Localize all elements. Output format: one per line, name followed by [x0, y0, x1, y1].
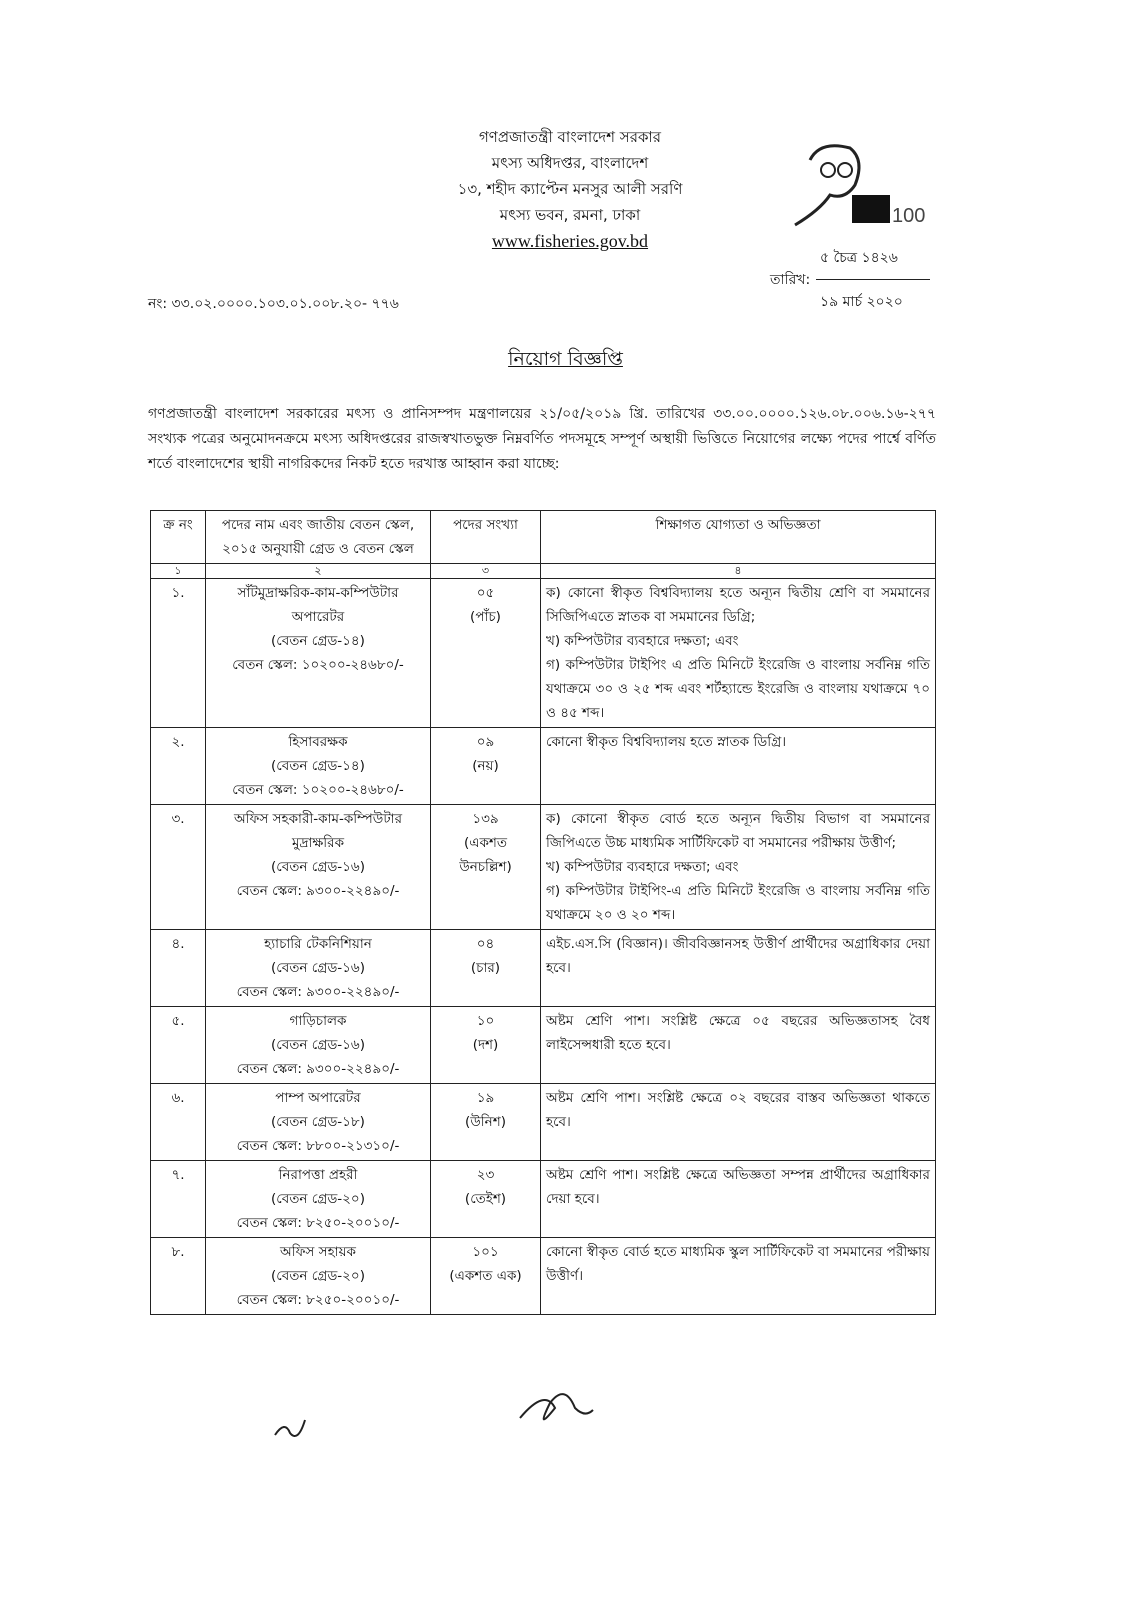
- post-count-words: (একশত এক): [449, 1268, 522, 1284]
- count-cell: [431, 728, 541, 805]
- pay-grade: (বেতন গ্রেড-১৬): [271, 960, 365, 976]
- post-count-words: (নয়): [472, 758, 499, 774]
- header-qualification: শিক্ষাগত যোগ্যতা ও অভিজ্ঞতা: [541, 511, 936, 564]
- initial-signature: [270, 1415, 310, 1445]
- memo-number: নং: ৩৩.০২.০০০০.১০৩.০১.০০৮.২০- ৭৭৬: [148, 296, 399, 312]
- post-name: অফিস সহায়ক: [280, 1244, 356, 1260]
- letterhead-line: মৎস্য অধিদপ্তর, বাংলাদেশ: [491, 154, 649, 172]
- svg-text:100: 100: [892, 205, 926, 227]
- post-name: অফিস সহকারী-কাম-কম্পিউটার মুদ্রাক্ষরিক: [233, 811, 403, 851]
- pay-scale: বেতন স্কেল: ৯৩০০-২২৪৯০/-: [236, 1061, 400, 1077]
- serial-cell: ৮.: [151, 1238, 206, 1315]
- qualification-item: অষ্টম শ্রেণি পাশ। সংশ্লিষ্ট ক্ষেত্রে ০৫ বছরের অভিজ্ঞতাসহ বৈধ লাইসেন্সধারী হতে হবে।: [546, 1013, 930, 1053]
- post-count-words: (উনিশ): [465, 1114, 506, 1130]
- table-header-row: [151, 511, 936, 564]
- post-cell: [206, 728, 431, 805]
- post-count-words: (পাঁচ): [470, 609, 501, 625]
- post-count: ০৫: [476, 585, 495, 601]
- table-row: [151, 930, 936, 1007]
- serial-cell: ২.: [151, 728, 206, 805]
- qualification-item: খ) কম্পিউটার ব্যবহারে দক্ষতা; এবং: [546, 633, 739, 649]
- qualification-item: অষ্টম শ্রেণি পাশ। সংশ্লিষ্ট ক্ষেত্রে অভিজ্ঞতা সম্পন্ন প্রার্থীদের অগ্রাধিকার দেয়া হবে।: [546, 1167, 930, 1207]
- pay-grade: (বেতন গ্রেড-১৬): [271, 1037, 365, 1053]
- qualification-cell: [541, 1238, 936, 1315]
- pay-scale: বেতন স্কেল: ৮২৫০-২০০১০/-: [236, 1292, 400, 1308]
- serial-cell: ৩.: [151, 805, 206, 930]
- post-name: হ্যাচারি টেকনিশিয়ান: [264, 936, 372, 952]
- post-count: ০৪: [476, 936, 495, 952]
- qualification-item: ক) কোনো স্বীকৃত বোর্ড হতে অন্যূন দ্বিতীয় বিভাগ বা সমমানের জিপিএতে উচ্চ মাধ্যমিক সার্টিফিকেট বা সমমানের পরীক্ষায় উত্তীর্ণ;: [546, 811, 930, 851]
- pay-scale: বেতন স্কেল: ১০২০০-২৪৬৮০/-: [232, 657, 404, 673]
- post-cell: [206, 1084, 431, 1161]
- col-number: ৪: [541, 564, 936, 579]
- pay-scale: বেতন স্কেল: ৮৮০০-২১৩১০/-: [236, 1138, 400, 1154]
- qualification-item: অষ্টম শ্রেণি পাশ। সংশ্লিষ্ট ক্ষেত্রে ০২ বছরের বাস্তব অভিজ্ঞতা থাকতে হবে।: [546, 1090, 930, 1130]
- table-row: [151, 1084, 936, 1161]
- post-count-words: (তেইশ): [464, 1191, 507, 1207]
- post-name: হিসাবরক্ষক: [288, 734, 348, 750]
- post-cell: [206, 805, 431, 930]
- count-cell: [431, 1084, 541, 1161]
- table-row: [151, 1238, 936, 1315]
- column-number-row: [151, 564, 936, 579]
- qualification-cell: [541, 579, 936, 728]
- post-name: পাম্প অপারেটর: [275, 1090, 361, 1106]
- qualification-item: এইচ.এস.সি (বিজ্ঞান)। জীববিজ্ঞানসহ উত্তীর্ণ প্রার্থীদের অগ্রাধিকার দেয়া হবে।: [546, 936, 930, 976]
- letterhead-line: গণপ্রজাতন্ত্রী বাংলাদেশ সরকার: [478, 128, 662, 146]
- date-block: [770, 246, 930, 312]
- pay-grade: (বেতন গ্রেড-২০): [271, 1268, 365, 1284]
- letterhead-line: মৎস্য ভবন, রমনা, ঢাকা: [499, 206, 641, 224]
- table-row: [151, 1161, 936, 1238]
- count-cell: [431, 1238, 541, 1315]
- posts-table: [150, 510, 936, 1315]
- qualification-item: কোনো স্বীকৃত বোর্ড হতে মাধ্যমিক স্কুল সার্টিফিকেট বা সমমানের পরীক্ষায় উত্তীর্ণ।: [546, 1244, 930, 1284]
- qualification-cell: [541, 728, 936, 805]
- table-row: [151, 728, 936, 805]
- post-count: ০৯: [476, 734, 495, 750]
- letterhead: [400, 124, 740, 254]
- qualification-item: গ) কম্পিউটার টাইপিং এ প্রতি মিনিটে ইংরেজি ও বাংলায় সর্বনিম্ন গতি যথাক্রমে ৩০ ও ২৫ শব্দ এবং শর্টহ্যান্ডে ইংরেজি ও বাংলায় যথাক্রমে ৭০ ও ৪৫ শব্দ।: [546, 657, 930, 721]
- qualification-cell: [541, 930, 936, 1007]
- header-serial: ক্র নং: [151, 511, 206, 564]
- post-count: ২৩: [476, 1167, 495, 1183]
- post-name: গাড়িচালক: [289, 1013, 347, 1029]
- post-cell: [206, 1238, 431, 1315]
- pay-grade: (বেতন গ্রেড-১৬): [271, 859, 365, 875]
- col-number: ১: [151, 564, 206, 579]
- table-row: [151, 805, 936, 930]
- header-count: পদের সংখ্যা: [431, 511, 541, 564]
- count-cell: [431, 1161, 541, 1238]
- post-count-words: (একশত উনচল্লিশ): [459, 835, 512, 875]
- serial-cell: ১.: [151, 579, 206, 728]
- pay-scale: বেতন স্কেল: ১০২০০-২৪৬৮০/-: [232, 782, 404, 798]
- qualification-item: কোনো স্বীকৃত বিশ্ববিদ্যালয় হতে স্নাতক ডিগ্রি।: [546, 734, 787, 750]
- qualification-item: খ) কম্পিউটার ব্যবহারে দক্ষতা; এবং: [546, 859, 739, 875]
- post-name: নিরাপত্তা প্রহরী: [278, 1167, 358, 1183]
- qualification-item: গ) কম্পিউটার টাইপিং-এ প্রতি মিনিটে ইংরেজি ও বাংলায় সর্বনিম্ন গতি যথাক্রমে ২০ ও ২০ শব্দ।: [546, 883, 930, 923]
- count-cell: [431, 579, 541, 728]
- qualification-cell: [541, 805, 936, 930]
- pay-grade: (বেতন গ্রেড-১৪): [271, 758, 365, 774]
- post-cell: [206, 1161, 431, 1238]
- pay-scale: বেতন স্কেল: ৯৩০০-২২৪৯০/-: [236, 984, 400, 1000]
- post-cell: [206, 930, 431, 1007]
- count-cell: [431, 805, 541, 930]
- qualification-cell: [541, 1084, 936, 1161]
- count-cell: [431, 930, 541, 1007]
- post-cell: [206, 579, 431, 728]
- letterhead-line: ১৩, শহীদ ক্যাপ্টেন মনসুর আলী সরণি: [457, 180, 683, 198]
- date-label: তারিখ:: [770, 272, 811, 288]
- post-count-words: (দশ): [472, 1037, 499, 1053]
- header-post: পদের নাম এবং জাতীয় বেতন স্কেল, ২০১৫ অনুযায়ী গ্রেড ও বেতন স্কেল: [206, 511, 431, 564]
- serial-cell: ৪.: [151, 930, 206, 1007]
- post-count: ১০১: [472, 1244, 499, 1260]
- english-date: ১৯ মার্চ ২০২০: [820, 294, 903, 310]
- table-row: [151, 579, 936, 728]
- table-row: [151, 1007, 936, 1084]
- pay-scale: বেতন স্কেল: ৯৩০০-২২৪৯০/-: [236, 883, 400, 899]
- col-number: ৩: [431, 564, 541, 579]
- qualification-item: ক) কোনো স্বীকৃত বিশ্ববিদ্যালয় হতে অন্যূন দ্বিতীয় শ্রেণি বা সমমানের সিজিপিএতে স্নাতক বা সমমানের ডিগ্রি;: [546, 585, 930, 625]
- post-count: ১৩৯: [472, 811, 499, 827]
- pay-grade: (বেতন গ্রেড-১৪): [271, 633, 365, 649]
- pay-grade: (বেতন গ্রেড-১৮): [271, 1114, 365, 1130]
- website-link[interactable]: www.fisheries.gov.bd: [491, 231, 649, 251]
- pay-grade: (বেতন গ্রেড-২০): [271, 1191, 365, 1207]
- serial-cell: ৭.: [151, 1161, 206, 1238]
- page-title: নিয়োগ বিজ্ঞপ্তি: [508, 348, 623, 370]
- col-number: ২: [206, 564, 431, 579]
- post-count: ১০: [476, 1013, 495, 1029]
- qualification-cell: [541, 1161, 936, 1238]
- bangla-date: ৫ চৈত্র ১৪২৬: [820, 250, 898, 266]
- qualification-cell: [541, 1007, 936, 1084]
- post-count-words: (চার): [470, 960, 501, 976]
- count-cell: [431, 1007, 541, 1084]
- post-name: সাঁটমুদ্রাক্ষরিক-কাম-কম্পিউটার অপারেটর: [237, 585, 399, 625]
- post-count: ১৯: [476, 1090, 495, 1106]
- serial-cell: ৫.: [151, 1007, 206, 1084]
- pay-scale: বেতন স্কেল: ৮২৫০-২০০১০/-: [236, 1215, 400, 1231]
- post-cell: [206, 1007, 431, 1084]
- serial-cell: ৬.: [151, 1084, 206, 1161]
- mujib-100-logo: [790, 140, 926, 230]
- signature: [515, 1378, 595, 1438]
- intro-paragraph: গণপ্রজাতন্ত্রী বাংলাদেশ সরকারের মৎস্য ও প্রানিসম্পদ মন্ত্রণালয়ের ২১/০৫/২০১৯ খ্রি. তারিখের ৩৩.০০.০০০০.১২৬.০৮.০০৬.১৬-২৭৭ সংখ্যক পত্রের অনুমোদনক্রমে মৎস্য অধিদপ্তরের রাজস্বখাতভুক্ত নিম্নবর্ণিত পদসমূহে সম্পূর্ণ অস্থায়ী ভিত্তিতে নিয়োগের লক্ষ্যে পদের পার্শ্বে বর্ণিত শর্তে বাংলাদেশের স্থায়ী নাগরিকদের নিকট হতে দরখাস্ত আহ্বান করা যাচ্ছে:: [148, 406, 936, 472]
